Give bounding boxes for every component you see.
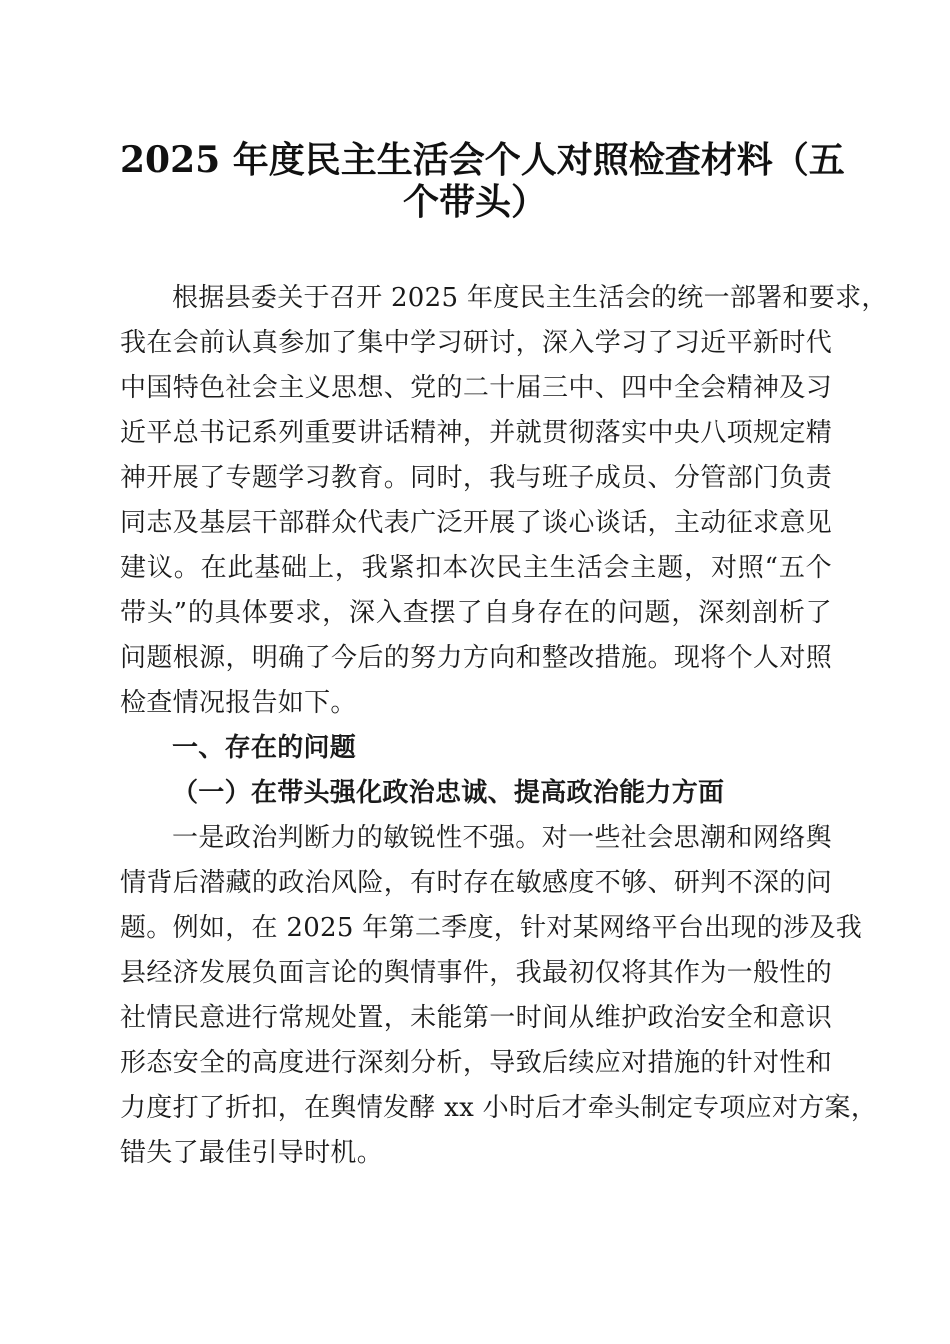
point-one-line-3: 题。例如，在 2025 年第二季度，针对某网络平台出现的涉及我 — [120, 913, 862, 943]
point-one-line-7: 力度打了折扣，在舆情发酵 xx 小时后才牵头制定专项应对方案， — [120, 1093, 878, 1123]
intro-paragraph-line-6: 同志及基层干部群众代表广泛开展了谈心谈话，主动征求意见 — [120, 508, 832, 538]
subsection-heading-political: （一）在带头强化政治忠诚、提高政治能力方面 — [172, 778, 725, 808]
document-title-line-2: 个带头） — [402, 181, 547, 223]
point-one-line-5: 社情民意进行常规处置，未能第一时间从维护政治安全和意识 — [120, 1003, 832, 1033]
intro-paragraph-line-4: 近平总书记系列重要讲话精神，并就贯彻落实中央八项规定精 — [120, 418, 832, 448]
intro-paragraph-line-2: 我在会前认真参加了集中学习研讨，深入学习了习近平新时代 — [120, 328, 832, 358]
intro-paragraph-line-1: 根据县委关于召开 2025 年度民主生活会的统一部署和要求， — [172, 283, 888, 313]
intro-paragraph-line-8: 带头”的具体要求，深入查摆了自身存在的问题，深刻剖析了 — [120, 598, 832, 628]
point-one-line-6: 形态安全的高度进行深刻分析，导致后续应对措施的针对性和 — [120, 1048, 832, 1078]
section-heading-problems: 一、存在的问题 — [172, 733, 357, 763]
point-one-line-4: 县经济发展负面言论的舆情事件，我最初仅将其作为一般性的 — [120, 958, 832, 988]
document-title-line-1: 2025 年度民主生活会个人对照检查材料（五 — [120, 139, 845, 181]
intro-paragraph-line-5: 神开展了专题学习教育。同时，我与班子成员、分管部门负责 — [120, 463, 832, 493]
intro-paragraph-line-3: 中国特色社会主义思想、党的二十届三中、四中全会精神及习 — [120, 373, 832, 403]
point-one-line-8: 错失了最佳引导时机。 — [120, 1138, 384, 1168]
intro-paragraph-line-9: 问题根源，明确了今后的努力方向和整改措施。现将个人对照 — [120, 643, 832, 673]
intro-paragraph-line-7: 建议。在此基础上，我紧扣本次民主生活会主题，对照“五个 — [120, 553, 832, 583]
point-one-line-1: 一是政治判断力的敏锐性不强。对一些社会思潮和网络舆 — [172, 823, 832, 853]
point-one-line-2: 情背后潜藏的政治风险，有时存在敏感度不够、研判不深的问 — [120, 868, 832, 898]
intro-paragraph-line-10: 检查情况报告如下。 — [120, 688, 357, 718]
